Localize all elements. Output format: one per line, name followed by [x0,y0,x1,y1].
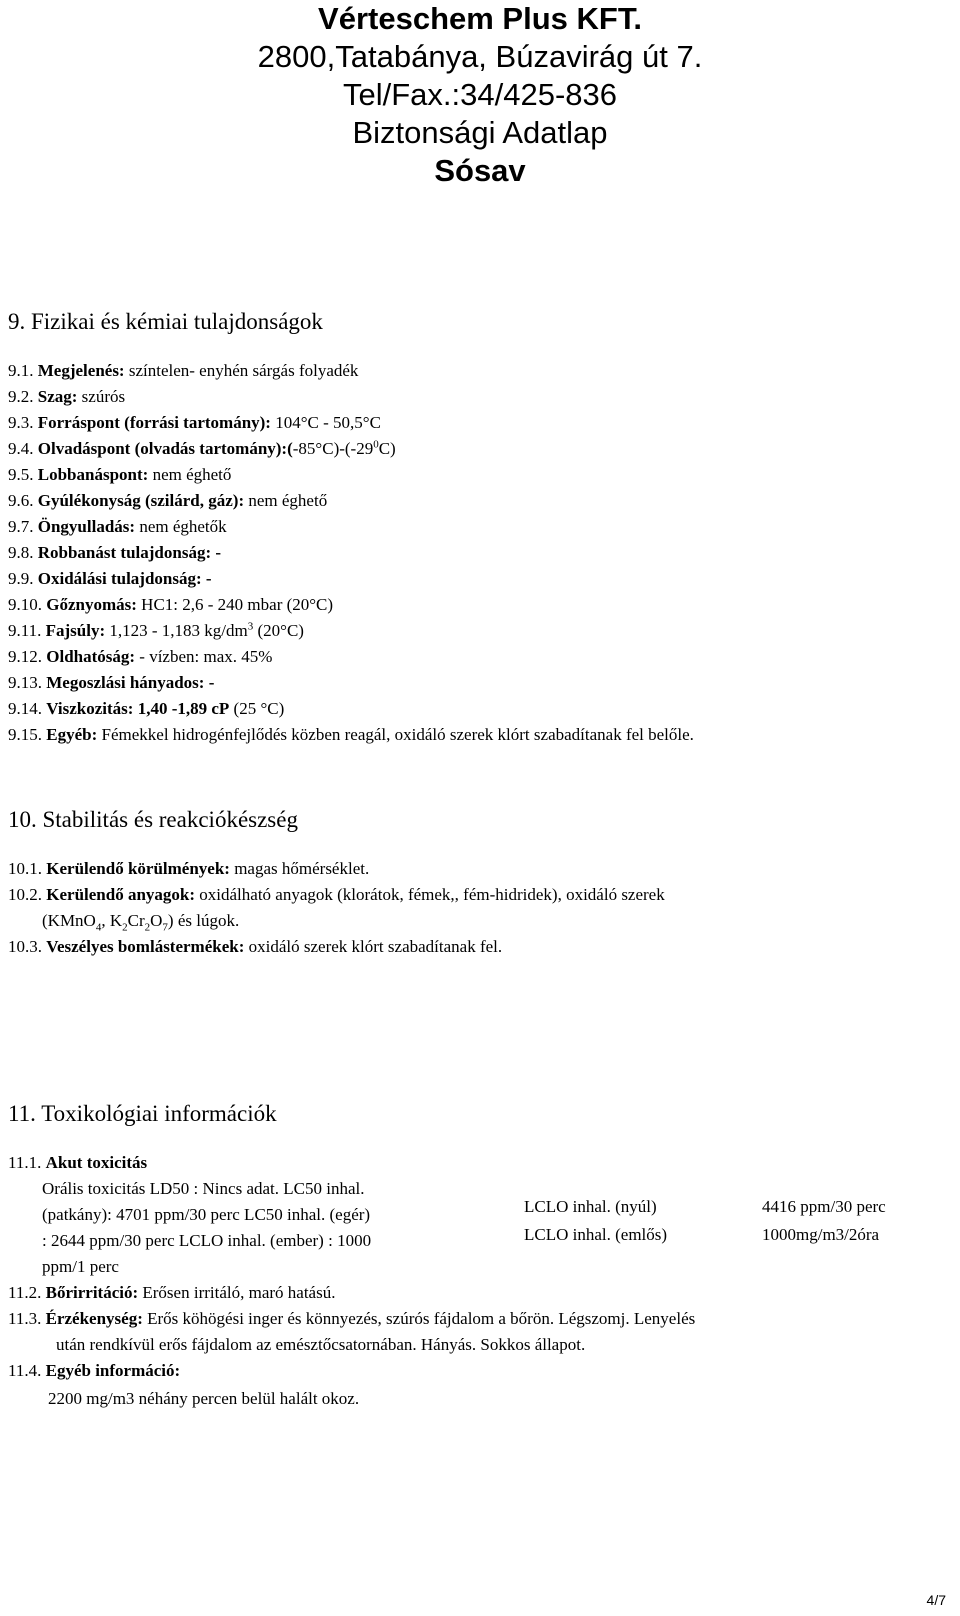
section-11-title: 11. Toxikológiai információk [8,1101,277,1126]
formula-subscript: 4 [95,921,102,934]
formula-subscript: 2 [144,921,151,934]
item-value: -85°C)-(-29 [292,439,374,458]
item-value: nem éghetők [139,517,227,536]
item-value: nem éghető [152,465,232,484]
tox-text-line: : 2644 ppm/30 perc LCLO inhal. (ember) : 1000 [42,1231,372,1250]
item-value: 1,123 - 1,183 kg/dm [109,621,248,640]
formula-part: , K [101,911,123,930]
item-number: 9.2. [8,387,34,406]
item-number: 9.11. [8,621,42,640]
property-line [8,594,333,616]
tox-text-line: (patkány): 4701 ppm/30 perc LC50 inhal. (egér) [42,1205,371,1224]
page-number: 4/7 [926,1592,946,1608]
company-name: Vérteschem Plus KFT. [318,1,642,36]
item-number: 11.3. [8,1309,42,1328]
formula-part: (KMnO [42,911,96,930]
item-number: 10.3. [8,937,42,956]
acute-toxicity-heading [8,1152,147,1174]
sensitivity-continuation: után rendkívül erős fájdalom az emésztőcsatornában. Hányás. Sokkos állapot. [56,1335,586,1354]
item-number: 10.2. [8,885,42,904]
property-line [8,386,125,408]
item-label: Robbanást tulajdonság: - [37,543,222,562]
item-value: Erősen irritáló, maró hatású. [142,1283,336,1302]
item-label: Gőznyomás: [46,595,137,614]
product-name: Sósav [434,153,526,188]
incompatible-materials-continuation [42,910,239,932]
item-label: Viszkozitás: 1,40 -1,89 cP [46,699,230,718]
item-number: 11.1. [8,1153,42,1172]
item-value: (25 °C) [233,699,285,718]
item-number: 9.15. [8,725,42,744]
property-line [8,412,381,434]
item-number: 9.5. [8,465,34,484]
item-label: Forráspont (forrási tartomány): [37,413,271,432]
tox-text-line: ppm/1 perc [42,1257,119,1276]
item-label: Gyúlékonyság (szilárd, gáz): [37,491,245,510]
company-phone: Tel/Fax.:34/425-836 [342,77,617,112]
item-label: Veszélyes bomlástermékek: [46,937,245,956]
tox-text-line: Orális toxicitás LD50 : Nincs adat. LC50 inhal. [42,1179,365,1198]
item-value: oxidáló szerek klórt szabadítanak fel. [248,937,503,956]
item-number: 9.14. [8,699,42,718]
item-number: 9.10. [8,595,42,614]
item-value: magas hőmérséklet. [234,859,370,878]
item-label: Fajsúly: [45,621,106,640]
item-value: Erős köhögési inger és könnyezés, szúrós fájdalom a bőrön. Légszomj. Lenyelés [147,1309,696,1328]
lclo-value-cell: 1000mg/m3/2óra [762,1225,880,1244]
item-label: Lobbanáspont: [37,465,149,484]
stability-line [8,884,665,906]
item-label: Szag: [37,387,78,406]
item-label: Olvadáspont (olvadás tartomány):( [37,439,293,458]
formula-part: O [150,911,163,930]
property-line [8,568,212,590]
item-value: - vízben: max. 45% [139,647,273,666]
item-value: oxidálható anyagok (klorátok, fémek,, fém-hidridek), oxidáló szerek [199,885,665,904]
item-superscript: 3 [247,620,254,633]
property-line [8,464,231,486]
property-line [8,516,227,538]
formula-part: ) és lúgok. [167,911,240,930]
item-label: Egyéb: [46,725,98,744]
item-value: színtelen- enyhén sárgás folyadék [128,361,359,380]
formula-part: Cr [127,911,145,930]
property-line [8,672,214,694]
item-number: 10.1. [8,859,42,878]
item-number: 9.7. [8,517,34,536]
item-value: szúrós [81,387,126,406]
section-10-title: 10. Stabilitás és reakciókészség [8,807,298,832]
lclo-value-cell: 4416 ppm/30 perc [762,1197,886,1216]
lclo-species-cell: LCLO inhal. (emlős) [524,1225,668,1244]
formula-subscript: 7 [162,921,168,934]
item-label: Akut toxicitás [45,1153,148,1172]
item-number: 9.13. [8,673,42,692]
item-number: 9.1. [8,361,34,380]
item-number: 9.4. [8,439,34,458]
property-line [8,542,221,564]
item-label: Bőrirritáció: [45,1283,139,1302]
item-value: 104°C - 50,5°C [275,413,381,432]
company-address: 2800,Tatabánya, Búzavirág út 7. [257,39,703,74]
property-line [8,724,694,746]
item-value-end: C) [378,439,396,458]
formula-subscript: 2 [122,921,128,934]
item-value-end: (20°C) [257,621,304,640]
item-value: Fémekkel hidrogénfejlődés közben reagál, oxidáló szerek klórt szabadítanak fel belőle. [101,725,694,744]
property-line [8,698,284,720]
item-label: Kerülendő körülmények: [46,859,230,878]
item-number: 9.9. [8,569,34,588]
item-label: Kerülendő anyagok: [46,885,196,904]
toxicology-line [8,1308,695,1330]
item-number: 9.12. [8,647,42,666]
item-number: 9.6. [8,491,34,510]
item-label: Egyéb információ: [45,1361,181,1380]
toxicology-line [8,1282,335,1304]
item-label: Érzékenység: [45,1309,143,1328]
item-label: Megoszlási hányados: - [46,673,215,692]
item-label: Oldhatóság: [46,647,136,666]
item-number: 11.2. [8,1283,42,1302]
item-value: nem éghető [248,491,328,510]
item-superscript: 0 [373,438,379,451]
property-line [8,360,358,382]
property-line [8,646,272,668]
document-title: Biztonsági Adatlap [352,115,608,150]
item-label: Öngyulladás: [37,517,136,536]
item-label: Oxidálási tulajdonság: - [37,569,212,588]
other-info-text: 2200 mg/m3 néhány percen belül halált okoz. [48,1389,360,1408]
item-number: 9.8. [8,543,34,562]
stability-line [8,936,502,958]
item-label: Megjelenés: [37,361,125,380]
toxicology-line [8,1360,180,1382]
item-number: 11.4. [8,1361,42,1380]
item-number: 9.3. [8,413,34,432]
section-9-title: 9. Fizikai és kémiai tulajdonságok [8,309,323,334]
lclo-species-cell: LCLO inhal. (nyúl) [524,1197,657,1216]
property-line [8,438,396,460]
property-line [8,620,304,642]
stability-line [8,858,369,880]
property-line [8,490,327,512]
item-value: HC1: 2,6 - 240 mbar (20°C) [141,595,334,614]
